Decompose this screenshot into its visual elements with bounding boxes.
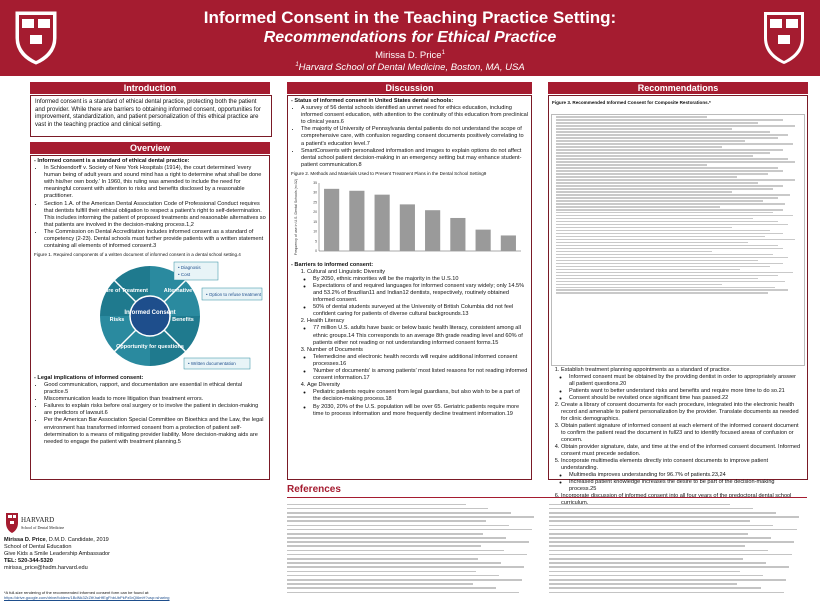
form-preview-line xyxy=(556,254,773,256)
form-preview-line xyxy=(556,269,740,271)
form-preview-line xyxy=(556,227,732,229)
form-preview-line xyxy=(556,125,795,127)
footer-note-text: *A full-size rendering of the recommended informed consent form can be found at: xyxy=(4,590,150,595)
form-preview-line xyxy=(556,221,778,223)
form-preview-line xyxy=(556,176,737,178)
chart-y-tick-label: 10 xyxy=(313,229,317,234)
chart-bar xyxy=(450,218,465,251)
overview-item: • Failures to explain risks before oral surgery or to involve the patient in decision-making are predictors of lawsuit.6 xyxy=(44,403,266,417)
reference-line xyxy=(287,520,486,522)
diagram-callout-cost: • Cost xyxy=(178,271,191,277)
reference-line xyxy=(549,571,740,573)
recommendation-item: 5. Incorporate multimedia elements directly into consent documents to improve patient understanding. ◦ Multimedia improves understanding for 96.7% of patients.23,24 ◦ Increased patient knowledge increases the desire to be part of the decision-making process.25 xyxy=(561,458,803,493)
form-preview-line xyxy=(556,194,790,196)
reference-line xyxy=(549,525,773,527)
overview-item: • In Schloendorff v. Society of New York Hospitals (1914), the court determined 'every human being of adult years and sound mind has a right to determine what shall be done with his/her own body.' In 1960, this ruling was amended to include the need for meaningful consent with attention to risks and benefits disclosed by a reasonable practitioner. xyxy=(44,165,266,200)
overview-heading: Overview xyxy=(30,142,270,154)
overview-item: • Section 1.A. of the American Dental Association Code of Professional Conduct requires that dentists fulfill their ethical obligation to respect a patient's right to self-determination. This includes informing the patient of proposed treatments and reasonable alternatives so that patients are involved in the decision-making process.1,2 xyxy=(44,201,266,229)
diagram-callout-diagnosis: • Diagnosis xyxy=(178,264,201,270)
consent-form-preview xyxy=(551,114,805,366)
form-preview-line xyxy=(556,161,795,163)
form-preview-line xyxy=(556,292,768,294)
poster-header xyxy=(0,0,820,76)
barrier-detail: ◦ 77 million U.S. adults have basic or below basic health literacy, consistent among all ethnic groups.14 This corresponds to an average 8th grade reading level and 60% of patients either not reading or not understanding informed consent forms.15 xyxy=(313,325,528,346)
chart-y-tick-label: 15 xyxy=(313,219,317,224)
form-preview-line xyxy=(556,170,783,172)
form-preview-line xyxy=(556,242,748,244)
contact-school: School of Dental Education xyxy=(4,544,72,550)
reference-line xyxy=(549,566,789,568)
reference-line xyxy=(549,533,748,535)
recommendation-item: 3. Obtain patient signature of informed consent at each element of the informed consent document to confirm the patient read the document in full23 and to identify focused areas of confusion or concern. xyxy=(561,423,803,444)
recommendation-detail: ◦ Multimedia improves understanding for 96.7% of patients.23,24 xyxy=(569,472,803,479)
poster-subtitle: Recommendations for Ethical Practice xyxy=(263,29,557,46)
reference-line xyxy=(549,520,750,522)
barrier-detail: ◦ Pediatric patients require consent from legal guardians, but also wish to be a part of the decision-making process.18 xyxy=(313,389,528,403)
introduction-heading: Introduction xyxy=(30,82,270,94)
reference-line xyxy=(549,592,784,594)
form-preview-line xyxy=(556,215,793,217)
chart-bar xyxy=(324,188,339,250)
references-heading: References xyxy=(287,484,341,495)
chart-y-tick-label: 35 xyxy=(313,180,317,185)
footer-note xyxy=(4,590,274,600)
form-preview-line xyxy=(556,155,753,157)
form-preview-line xyxy=(556,182,758,184)
reference-line xyxy=(549,558,743,560)
form-preview-line xyxy=(556,188,773,190)
form-preview-line xyxy=(556,128,732,130)
form-preview-line xyxy=(556,263,783,265)
form-preview-line xyxy=(556,134,788,136)
reference-line xyxy=(287,587,496,589)
diagram-callout-refuse: • Option to refuse treatment xyxy=(206,291,262,297)
reference-line xyxy=(287,550,504,552)
form-preview-line xyxy=(556,122,758,124)
diagram-label-alternative: Alternative xyxy=(163,287,193,294)
overview-box xyxy=(30,155,270,480)
contact-email[interactable]: mirissa_price@hsdm.harvard.edu xyxy=(4,565,88,571)
form-preview-line xyxy=(556,209,783,211)
chart-bar xyxy=(349,190,364,250)
recommendation-detail: ◦ Increased patient knowledge increases the desire to be part of the decision-making process.25 xyxy=(569,479,803,493)
form-preview-line xyxy=(556,281,785,283)
chart-bar xyxy=(501,235,516,251)
reference-line xyxy=(287,566,524,568)
reference-line xyxy=(287,512,511,514)
form-preview-line xyxy=(556,191,732,193)
form-preview-line xyxy=(556,266,770,268)
form-preview-line xyxy=(556,158,788,160)
form-preview-line xyxy=(556,239,795,241)
form-preview-line xyxy=(556,275,778,277)
form-preview-line xyxy=(556,230,770,232)
form-preview-line xyxy=(556,224,788,226)
footer-link[interactable]: https://drive.google.com/drive/folders/1BdNk3ZrZtKhaHfEgFhbUbPkPz5rQl6mH?usp=sharing xyxy=(4,595,170,600)
diagram-center-label: Informed Consent xyxy=(124,309,176,316)
chart-y-tick-label: 25 xyxy=(313,199,317,204)
form-preview-line xyxy=(556,173,768,175)
reference-line xyxy=(549,529,797,531)
chart-bar xyxy=(425,210,440,251)
references-box xyxy=(287,497,807,606)
form-preview-line xyxy=(556,289,788,291)
figure-2-caption: Figure 2. Methods and Materials Used to Present Treatment Plans in the Dental School Setting9 xyxy=(291,170,487,176)
reference-line xyxy=(549,562,766,564)
reference-line xyxy=(549,541,794,543)
contact-tagline: Give Kids a Smile Leadership Ambassador xyxy=(4,551,111,557)
discussion-subheading-1: - Status of informed consent in United States dental schools: xyxy=(291,98,454,104)
diagram-label-nature: Nature of Treatment xyxy=(96,287,148,294)
form-preview-line xyxy=(556,284,722,286)
reference-line xyxy=(287,516,534,518)
chart-y-tick-label: 5 xyxy=(315,238,317,243)
logo-text-harvard: HARVARD xyxy=(21,516,55,524)
reference-line xyxy=(287,508,488,510)
form-preview-line xyxy=(556,206,720,208)
reference-line xyxy=(549,512,776,514)
discussion-item: • SmartConsents with personalized information and images to explain options do not affect dental school patient decision-making in an emergency setting but may enhance student-patient communication.8 xyxy=(301,148,528,169)
reference-line xyxy=(287,537,506,539)
form-preview-line xyxy=(556,137,778,139)
recommendation-item: 6. Incorporate discussion of informed consent into all four years of the predoctoral dental school xyxy=(561,493,803,507)
reference-line xyxy=(549,554,792,556)
form-preview-line xyxy=(556,212,773,214)
barrier-item: 1. Cultural and Linguistic Diversity ◦ By 2050, ethnic minorities will be the majority in the U.S.10 ◦ Expectations of and required languages for informed consent vary widely; only 14.5% and 53.2% of Brazilian11 and Indian12 dentists, respectively, routinely obtained informed consent. ◦ 50% of dental students surveyed at the University of British Columbia did not feel confident caring for patients of diverse cultural backgrounds.13 xyxy=(307,269,528,319)
form-preview-line xyxy=(556,143,793,145)
form-preview-line xyxy=(556,197,778,199)
reference-line xyxy=(287,504,466,506)
reference-line xyxy=(549,587,761,589)
recommendation-item: 1. Establish treatment planning appointments as a standard of practice. ◦ Informed consent must be obtained by the providing dentist in order to appropriately answer all patient questions.20 ◦ Patients want to better understand risks and benefits and require more time to do so.21 ◦ Consent should be revisited once significant time has passed.22 xyxy=(561,367,803,402)
logo-text-school: School of Dental Medicine xyxy=(21,525,64,530)
introduction-box xyxy=(30,95,272,137)
diagram-label-risks: Risks xyxy=(109,316,125,323)
reference-line xyxy=(287,583,473,585)
footer-contact xyxy=(4,537,274,572)
form-preview-line xyxy=(556,272,793,274)
reference-line xyxy=(549,516,799,518)
recommendation-detail: ◦ Informed consent must be obtained by the providing dentist in order to appropriately answer all patient questions.20 xyxy=(569,374,803,388)
reference-line xyxy=(287,533,483,535)
reference-line xyxy=(549,550,768,552)
chart-y-tick-label: 0 xyxy=(315,248,317,253)
chart-bar xyxy=(476,229,491,250)
form-preview-line xyxy=(556,287,775,289)
contact-tel: TEL: 520-344-5320 xyxy=(4,558,53,564)
barrier-item: 3. Number of Documents ◦ Telemedicine and electronic health records will require additional informed consent processes.16 ◦ 'Number of documents' is among patients' most listed reasons for not reading informed consent information.17 xyxy=(307,347,528,382)
form-preview-line xyxy=(556,203,785,205)
poster-affiliation: $^1$Harvard School of Dental Medicine, Boston, MA, USA xyxy=(295,62,525,74)
diagram-center xyxy=(130,296,170,336)
form-preview-line xyxy=(556,140,745,142)
reference-line xyxy=(549,575,763,577)
poster-author: Mirissa D. Price$^1$ xyxy=(375,50,445,62)
form-preview-line xyxy=(556,278,758,280)
reference-line xyxy=(287,529,532,531)
reference-line xyxy=(549,504,730,506)
chart-y-tick-label: 30 xyxy=(313,190,317,195)
form-preview-line xyxy=(556,185,783,187)
form-preview-line xyxy=(556,257,788,259)
reference-line xyxy=(287,541,529,543)
recommendation-item: 2. Create a library of consent documents for each procedure, integrated into the electronic health record and amenable to patient personalization by the provider. Translate documents as needed for clinic demographics. xyxy=(561,402,803,423)
overview-item: • Per the American Bar Association Special Committee on Bioethics and the Law, the legal environment has transformed informed consent from a protection of patient self-determination to a means of mitigating provider liability. More decision-making aids are needed to engage the patient with treatment planning.5 xyxy=(44,417,266,445)
barrier-item: 4. Age Diversity ◦ Pediatric patients require consent from legal guardians, but also wish to be a part of the decision-making process.18 ◦ By 2030, 20% of the U.S. population will be over 65. Geriatric patients require more time to process information and more frequently decline treatment information.19 xyxy=(307,382,528,417)
barrier-detail: ◦ By 2030, 20% of the U.S. population will be over 65. Geriatric patients require more time to process information and more frequently decline treatment information.19 xyxy=(313,404,528,418)
barrier-detail: ◦ Telemedicine and electronic health records will require additional informed consent processes.16 xyxy=(313,354,528,368)
recommendations-list xyxy=(551,367,803,507)
reference-line xyxy=(549,583,737,585)
form-preview-line xyxy=(556,233,783,235)
figure-1-caption: Figure 1. Required components of a written document of informed consent in a dental school setting.4 xyxy=(34,252,241,258)
discussion-item: • The majority of University of Pennsylvania dental patients do not understand the scope of comprehensive care, with confusion regarding consent documents positively correlating to a patient's education level.7 xyxy=(301,126,528,147)
form-preview-line xyxy=(556,248,783,250)
discussion-item: • A survey of 56 dental schools identified an unmet need for ethics education, including informed consent education, with attention to the continuity of this education from preclinical to clinical years.6 xyxy=(301,105,528,126)
reference-line xyxy=(549,508,753,510)
form-preview-line xyxy=(556,260,758,262)
reference-line xyxy=(287,545,481,547)
discussion-box xyxy=(287,95,532,480)
reference-line xyxy=(287,558,478,560)
chart-y-axis-label: Frequency of use in U.S. Dental Schools (n=32) xyxy=(294,178,298,255)
recommendation-item: 4. Obtain provider signature, date, and time at the end of the informed consent document. Informed consent must precede sedation. xyxy=(561,444,803,458)
contact-name: Mirissa D. Price, D.M.D. Candidate, 2019 xyxy=(4,537,109,543)
reference-line xyxy=(287,525,509,527)
barrier-detail: ◦ Expectations of and required languages for informed consent vary widely; only 14.5% and 53.2% of Brazilian11 and Indian12 dentists, respectively, routinely obtained informed consent. xyxy=(313,283,528,304)
reference-line xyxy=(549,545,745,547)
chart-bar xyxy=(375,194,390,250)
chart-bar xyxy=(400,204,415,251)
discussion-heading: Discussion xyxy=(287,82,532,94)
reference-line xyxy=(287,571,476,573)
poster-title: Informed Consent in the Teaching Practice Setting: xyxy=(203,8,617,27)
form-preview-line xyxy=(556,152,770,154)
barrier-detail: ◦ 'Number of documents' is among patients' most listed reasons for not reading informed consent information.17 xyxy=(313,368,528,382)
reference-line xyxy=(549,579,786,581)
reference-line xyxy=(287,592,519,594)
form-preview-line xyxy=(556,164,707,166)
reference-line xyxy=(549,537,771,539)
reference-line xyxy=(287,554,527,556)
overview-item: • Good communication, rapport, and documentation are essential in ethical dental practice.5 xyxy=(44,382,266,396)
figure-3-caption: Figure 3. Recommended Informed Consent for Composite Restorations.* xyxy=(552,100,711,105)
overview-subheading-2: - Legal implications of informed consent: xyxy=(34,374,144,381)
diagram-callout-written: • Written documentation xyxy=(188,360,236,366)
harvard-dental-logo-icon xyxy=(4,511,64,535)
overview-item: • The Commission on Dental Accreditation includes informed consent as a standard of competency (2-23). Dental schools must further provide patients with a written statement containing all elements of informed consent.3 xyxy=(44,229,266,250)
discussion-subheading-2: - Barriers to informed consent: xyxy=(291,261,374,268)
form-preview-line xyxy=(556,236,765,238)
form-preview-line xyxy=(556,146,722,148)
treatment-plan-bar-chart xyxy=(291,179,529,257)
form-preview-line xyxy=(556,179,795,181)
overview-item: • Miscommunication leads to more litigation than treatment errors. xyxy=(44,396,266,403)
barrier-item: 2. Health Literacy ◦ 77 million U.S. adults have basic or below basic health literacy, consistent among all ethnic groups.14 This corresponds to an average 8th grade reading level and 60% of patients either not reading or not understanding informed consent forms.15 xyxy=(307,318,528,346)
reference-line xyxy=(287,562,501,564)
recommendation-detail: ◦ Patients want to better understand risks and benefits and require more time to do so.21 xyxy=(569,388,803,395)
diagram-label-benefits: Benefits xyxy=(172,316,194,323)
reference-line xyxy=(287,575,499,577)
form-preview-line xyxy=(556,251,712,253)
form-preview-line xyxy=(556,218,753,220)
form-preview-line xyxy=(556,245,778,247)
form-preview-line xyxy=(556,149,783,151)
form-preview-line xyxy=(556,119,783,121)
chart-y-tick-label: 20 xyxy=(313,209,317,214)
form-preview-line xyxy=(556,116,707,118)
form-preview-line xyxy=(556,131,770,133)
reference-line xyxy=(287,579,522,581)
barrier-detail: ◦ 50% of dental students surveyed at the University of British Columbia did not feel confident caring for patients of diverse cultural backgrounds.13 xyxy=(313,304,528,318)
recommendation-detail: ◦ Consent should be revisited once significant time has passed.22 xyxy=(569,395,803,402)
diagram-label-opportunity: Opportunity for questions xyxy=(116,343,184,350)
recommendations-heading: Recommendations xyxy=(548,82,808,94)
informed-consent-diagram xyxy=(34,260,266,372)
form-preview-line xyxy=(556,200,763,202)
barrier-detail: ◦ By 2050, ethnic minorities will be the majority in the U.S.10 xyxy=(313,276,528,283)
form-preview-line xyxy=(556,167,778,169)
introduction-text: Informed consent is a standard of ethical dental practice, protecting both the patient and provider. While there are barriers to obtaining informed consent, opportunities for improvement, standardization, and patient personalization of this ethical practice are vast in the teaching practice and clinical setting. xyxy=(35,99,261,128)
overview-subheading-1: - Informed consent is a standard of ethical dental practice: xyxy=(34,158,190,164)
